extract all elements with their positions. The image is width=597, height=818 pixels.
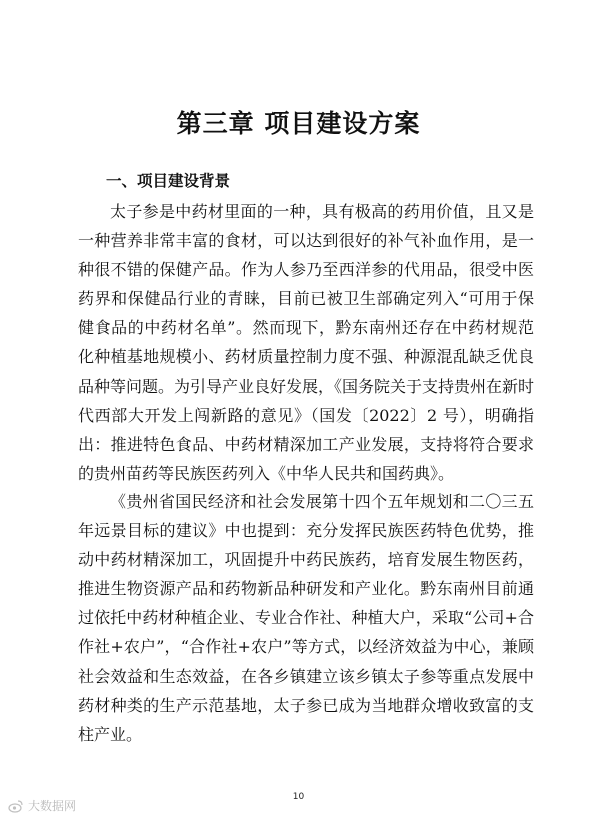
- page-number: 10: [292, 792, 305, 802]
- body-paragraph-2: 《贵州省国民经济和社会发展第十四个五年规划和二〇三五年远景目标的建议》中也提到：充分发挥民族医药特色优势，推动中药材精深加工，巩固提升中药民族药，培育发展生物医药，推进生物资源产品和药物新品种研发和产业化。黔东南州目前通过依托中药材种植企业、专业合作社、种植大户，采取“公司+合作社+农户”，“合作社+农户”等方式，以经济效益为中心，兼顾社会效益和生态效益，在各乡镇建立该乡镇太子参等重点发展中药材种类的生产示范基地，太子参已成为当地群众增收致富的支柱产业。: [78, 492, 534, 744]
- section-heading: 一、项目建设背景: [106, 172, 231, 190]
- body-paragraph-1: 太子参是中药材里面的一种，具有极高的药用价值，且又是一种营养非常丰富的食材，可以达到很好的补气补血作用，是一种很不错的保健产品。作为人参乃至西洋参的代用品，很受中医药界和保健品行业的青睐，目前已被卫生部确定列入“可用于保健食品的中药材名单”。然而现下，黔东南州还存在中药材规范化种植基地规模小、药材质量控制力度不强、种源混乱缺乏优良品种等问题。为引导产业良好发展，《国务院关于支持贵州在新时代西部大开发上闯新路的意见》（国发〔2022〕2 号），明确指出：推进特色食品、中药材精深加工产业发展，支持将符合要求的贵州苗药等民族医药列入《中华人民共和国药典》。: [78, 202, 535, 483]
- weibo-icon: [8, 799, 24, 813]
- watermark-text: 大数据网: [28, 799, 77, 813]
- chapter-title: 第三章 项目建设方案: [176, 109, 421, 138]
- watermark: [8, 797, 76, 814]
